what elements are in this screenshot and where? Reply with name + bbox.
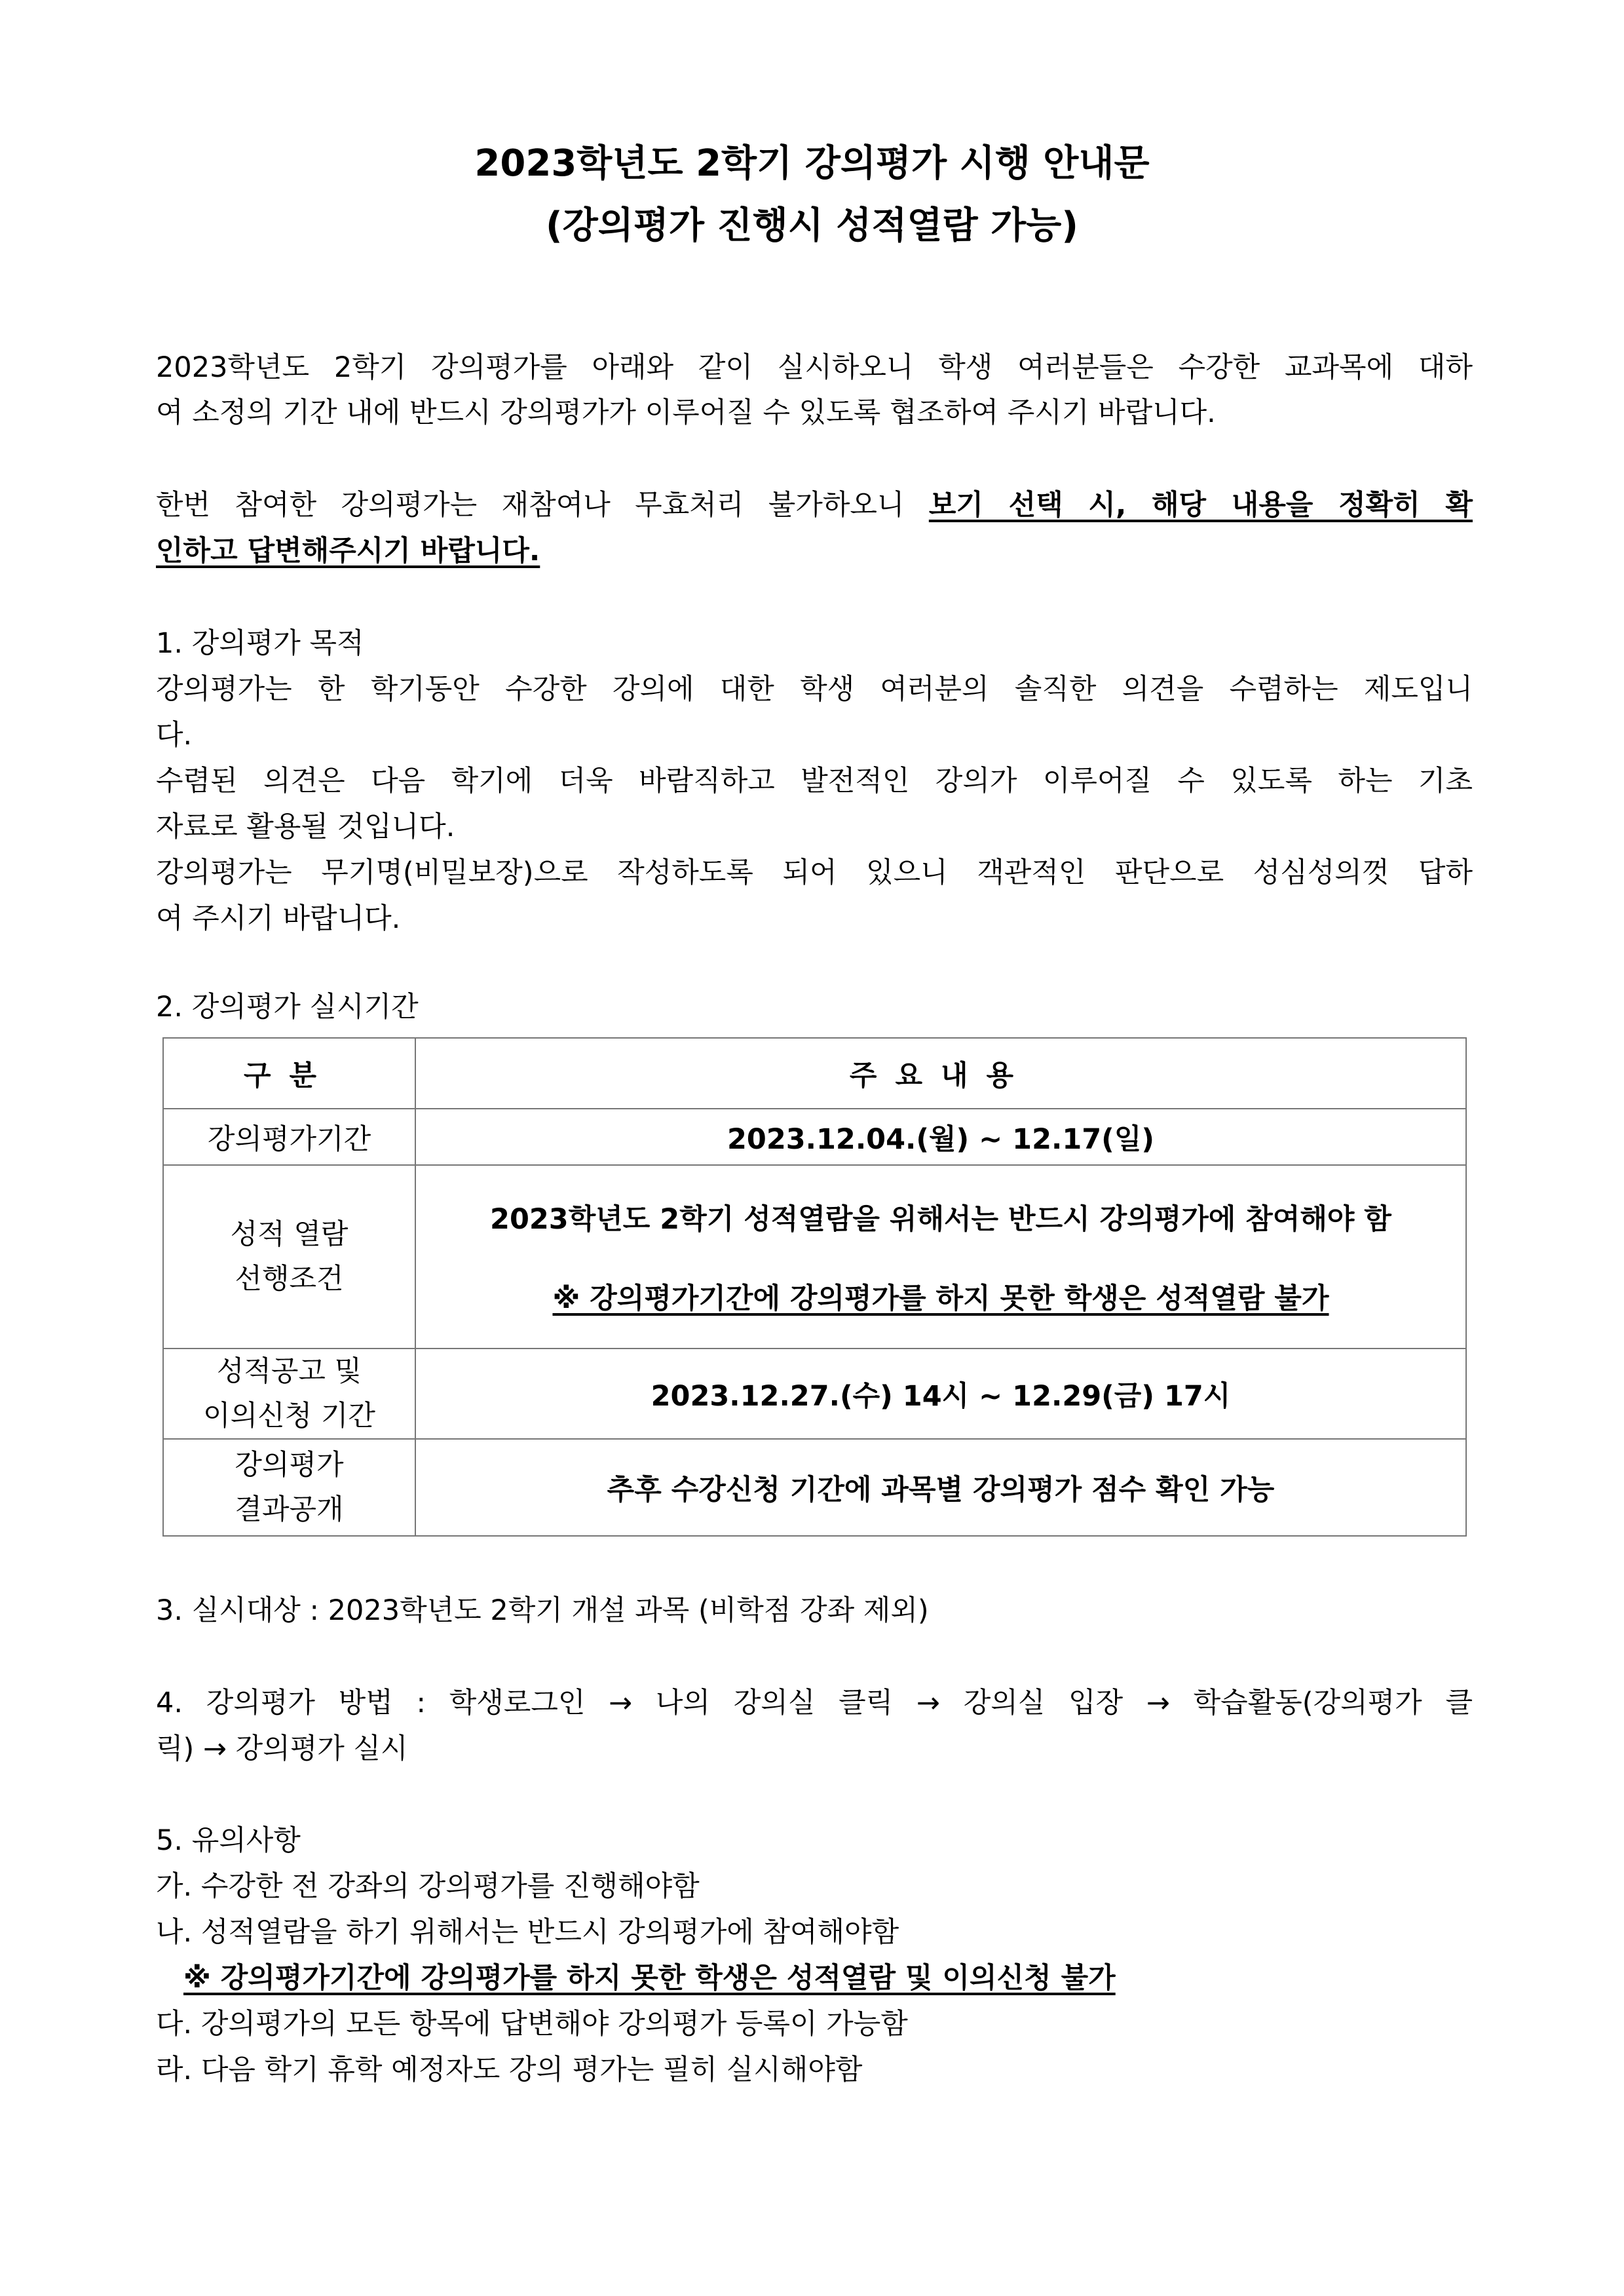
section1-line2: 다. bbox=[156, 719, 193, 752]
table-row-label-line1: 성적공고 및 bbox=[216, 1355, 362, 1388]
table-row-label-line2: 선행조건 bbox=[235, 1263, 344, 1295]
table-row-label: 강의평가기간 bbox=[163, 1109, 415, 1165]
table-row-label-line2: 이의신청 기간 bbox=[203, 1400, 375, 1432]
intro-paragraph-line2: 여 소정의 기간 내에 반드시 강의평가가 이루어질 수 있도록 협조하여 주시기 바랍니다. bbox=[156, 396, 1216, 429]
table-row bbox=[163, 1439, 1466, 1536]
intro-paragraph-line1: 2023학년도 2학기 강의평가를 아래와 같이 실시하오니 학생 여러분들은 수강한 교과목에 대하 bbox=[156, 351, 1473, 384]
table-header-row bbox=[163, 1038, 1466, 1109]
table-row-label bbox=[163, 1439, 415, 1536]
evaluation-period-table bbox=[162, 1037, 1467, 1537]
table-row-label-line2: 결과공개 bbox=[235, 1493, 344, 1526]
table-header-category: 구분 bbox=[163, 1038, 415, 1109]
table-row bbox=[163, 1109, 1466, 1165]
notice-paragraph-line2 bbox=[156, 529, 540, 569]
section5-item-a: 가. 수강한 전 강좌의 강의평가를 진행해야함 bbox=[156, 1870, 700, 1903]
table-row-content bbox=[415, 1165, 1466, 1349]
table-row-content: 2023.12.04.(월) ~ 12.17(일) bbox=[415, 1109, 1466, 1165]
section5-item-d: 라. 다음 학기 휴학 예정자도 강의 평가는 필히 실시해야함 bbox=[156, 2054, 863, 2086]
table-row bbox=[163, 1165, 1466, 1349]
section1-heading: 1. 강의평가 목적 bbox=[156, 627, 364, 660]
notice-plain-text: 한번 참여한 강의평가는 재참여나 무효처리 불가하오니 bbox=[156, 489, 929, 522]
section2-heading: 2. 강의평가 실시기간 bbox=[156, 991, 419, 1024]
table-header-content: 주요내용 bbox=[415, 1038, 1466, 1109]
table-row-content: 2023.12.27.(수) 14시 ~ 12.29(금) 17시 bbox=[415, 1349, 1466, 1439]
table-row-label bbox=[163, 1165, 415, 1349]
table-row-label bbox=[163, 1349, 415, 1439]
document-title-line1: 2023학년도 2학기 강의평가 시행 안내문 bbox=[474, 142, 1150, 185]
notice-emphasis-text: 보기 선택 시, 해당 내용을 정확히 확 bbox=[928, 489, 1473, 522]
table-row bbox=[163, 1349, 1466, 1439]
section5-item-b: 나. 성적열람을 하기 위해서는 반드시 강의평가에 참여해야함 bbox=[156, 1916, 899, 1949]
table-row-content-note: ※ 강의평가기간에 강의평가를 하지 못한 학생은 성적열람 불가 bbox=[552, 1282, 1329, 1315]
table-row-content-line1: 2023학년도 2학기 성적열람을 위해서는 반드시 강의평가에 참여해야 함 bbox=[490, 1203, 1391, 1236]
section1-line3: 수렴된 의견은 다음 학기에 더욱 바람직하고 발전적인 강의가 이루어질 수 있도록 하는 기초 bbox=[156, 765, 1473, 797]
notice-paragraph-line1 bbox=[156, 483, 1473, 523]
section5-warning-note: ※ 강의평가기간에 강의평가를 하지 못한 학생은 성적열람 및 이의신청 불가 bbox=[183, 1962, 1116, 1995]
document-title-line2: (강의평가 진행시 성적열람 가능) bbox=[546, 204, 1078, 247]
section4-line2: 릭) → 강의평가 실시 bbox=[156, 1732, 408, 1765]
section1-line5: 강의평가는 무기명(비밀보장)으로 작성하도록 되어 있으니 객관적인 판단으로 성심성의껏 답하 bbox=[156, 856, 1473, 889]
notice-emphasis-text-cont: 인하고 답변해주시기 바랍니다. bbox=[156, 535, 540, 567]
table-row-content: 추후 수강신청 기간에 과목별 강의평가 점수 확인 가능 bbox=[415, 1439, 1466, 1536]
table-row-label-line1: 성적 열람 bbox=[230, 1218, 349, 1251]
section1-line4: 자료로 활용될 것입니다. bbox=[156, 811, 455, 843]
section5-heading: 5. 유의사항 bbox=[156, 1824, 301, 1857]
section5-item-c: 다. 강의평가의 모든 항목에 답변해야 강의평가 등록이 가능함 bbox=[156, 2008, 908, 2040]
section4-line1: 4. 강의평가 방법 : 학생로그인 → 나의 강의실 클릭 → 강의실 입장 → 학습활동(강의평가 클 bbox=[156, 1687, 1473, 1719]
section3-text: 3. 실시대상 : 2023학년도 2학기 개설 과목 (비학점 강좌 제외) bbox=[156, 1594, 929, 1627]
section1-line6: 여 주시기 바랍니다. bbox=[156, 902, 401, 935]
table-row-label-line1: 강의평가 bbox=[235, 1449, 344, 1482]
section1-line1: 강의평가는 한 학기동안 수강한 강의에 대한 학생 여러분의 솔직한 의견을 수렴하는 제도입니 bbox=[156, 673, 1473, 706]
